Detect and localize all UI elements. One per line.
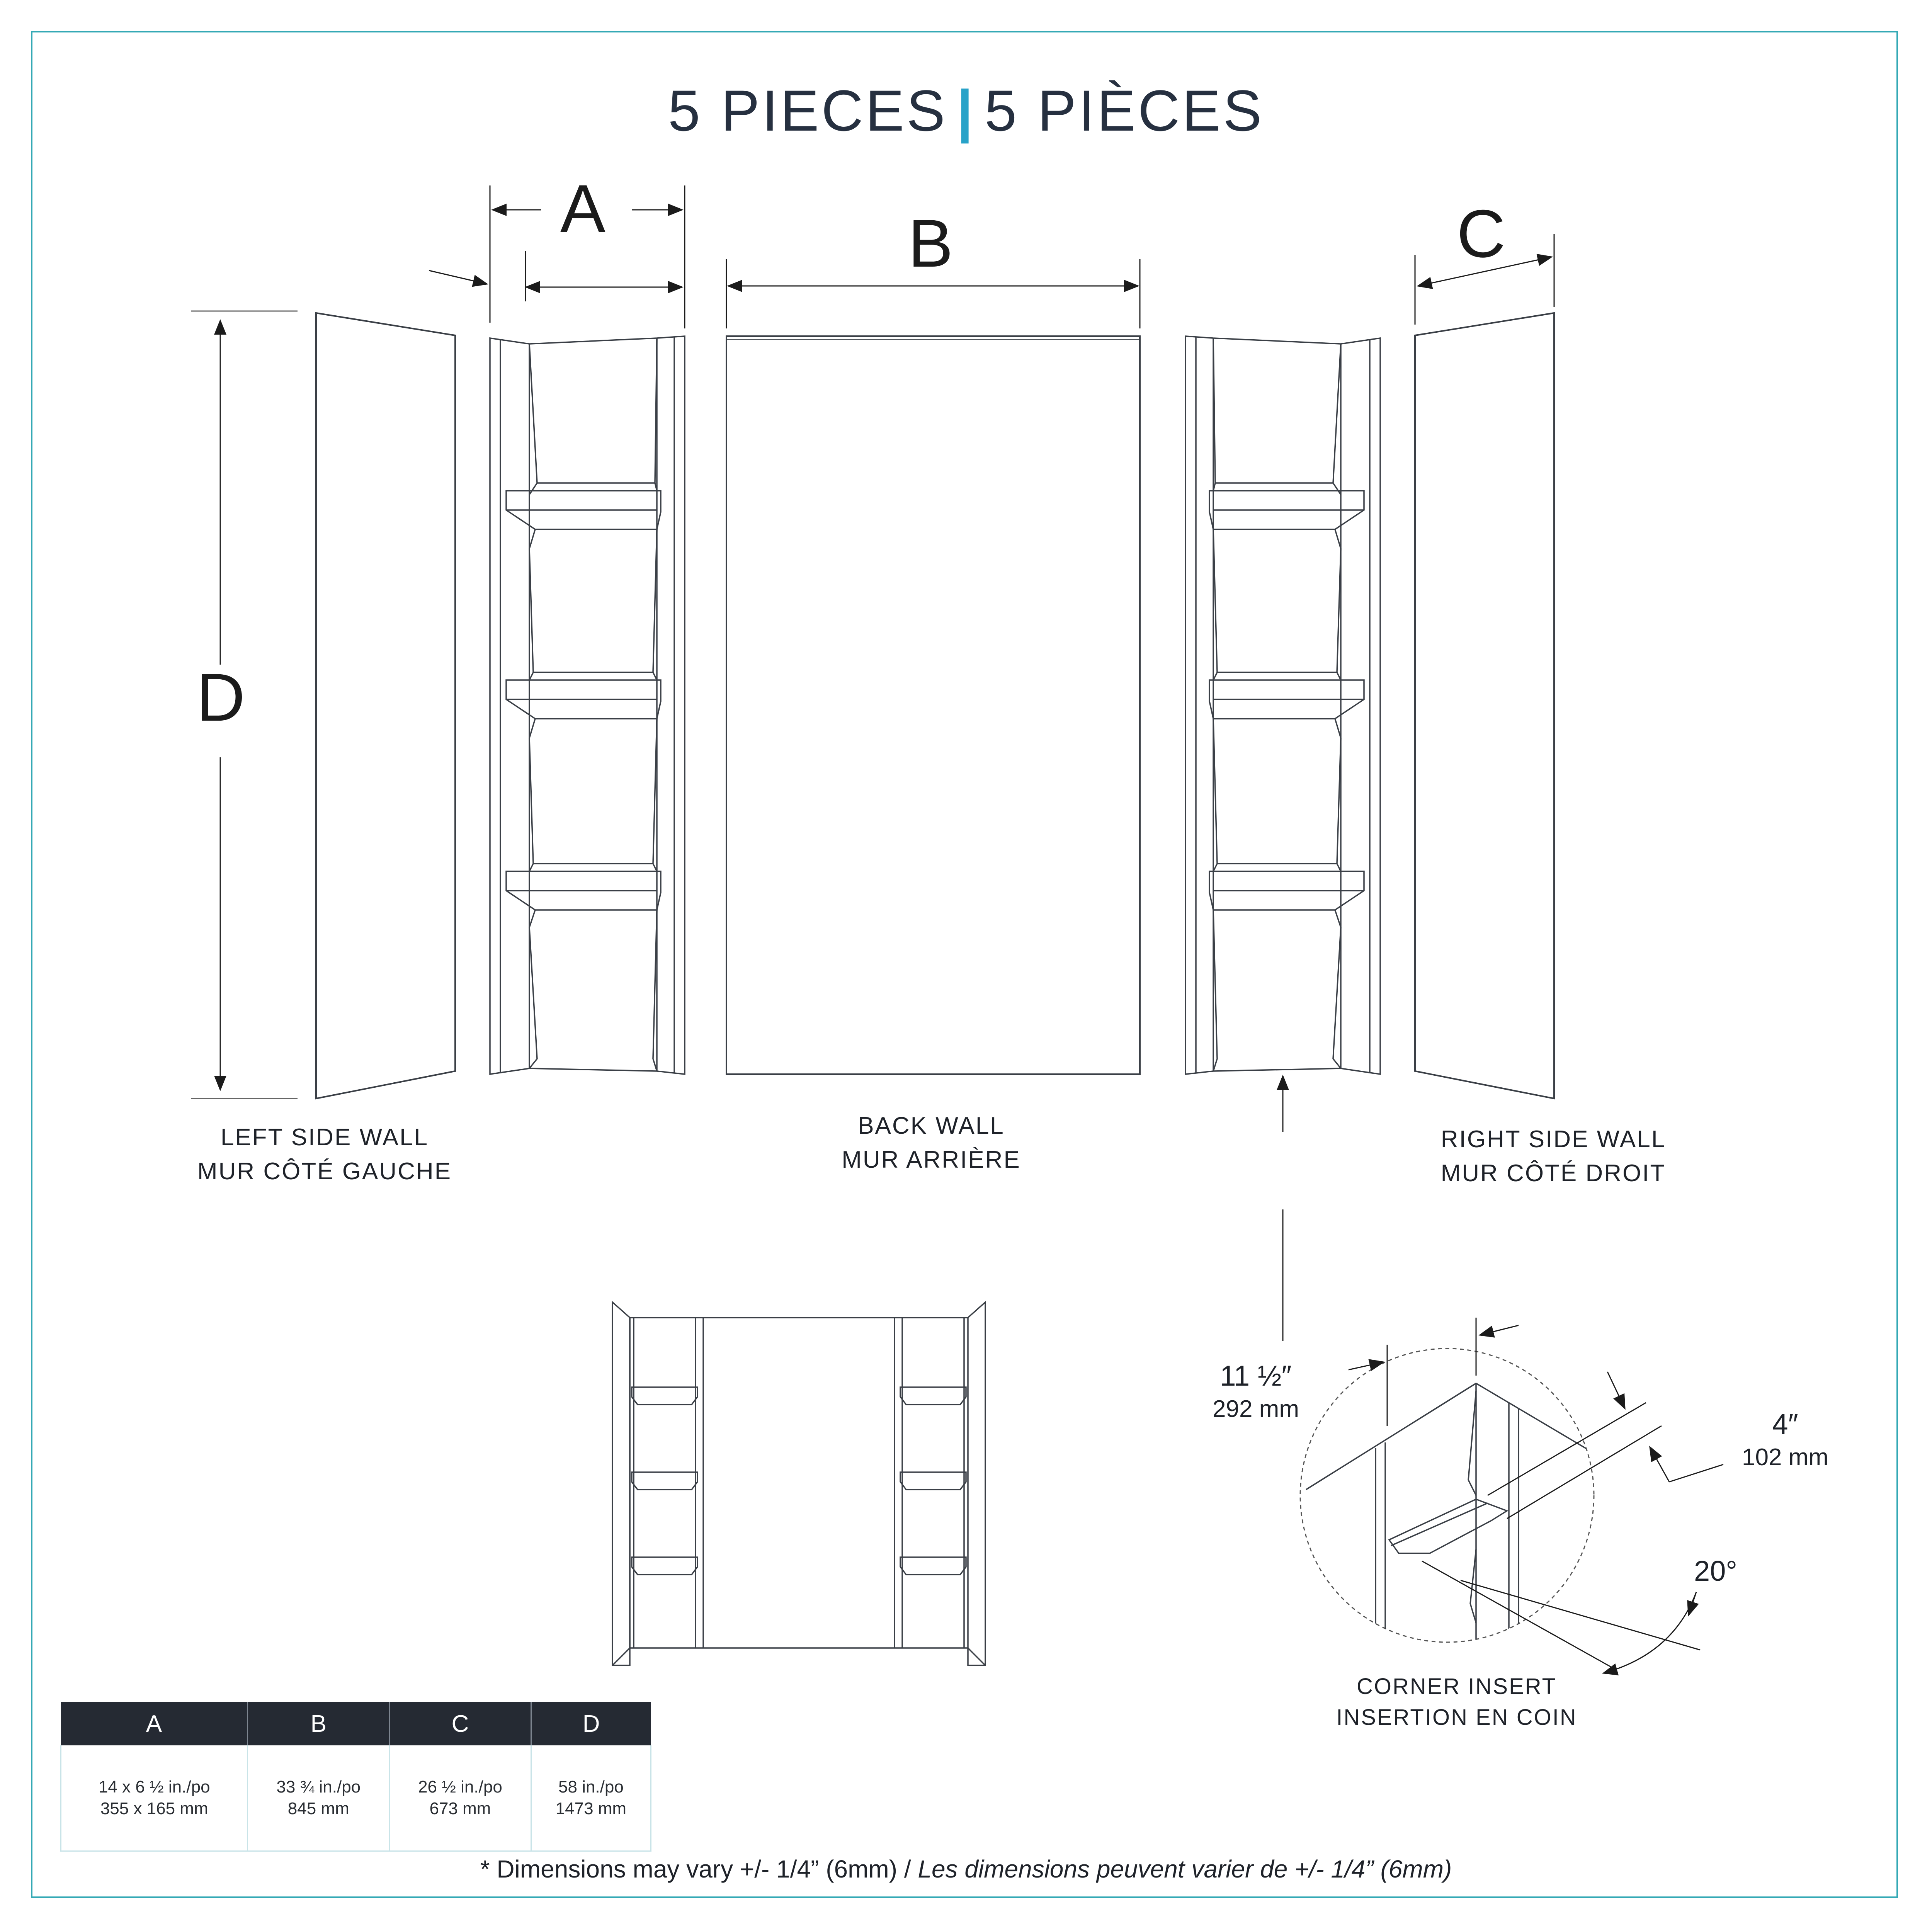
table-cell-c bbox=[389, 1745, 531, 1851]
cell-a-imperial: 14 x 6 ½ in./po bbox=[98, 1777, 210, 1796]
left-side-wall-panel bbox=[316, 313, 455, 1099]
corner-insert-label-fr: INSERTION EN COIN bbox=[1336, 1705, 1577, 1730]
right-corner-panel bbox=[1185, 336, 1380, 1074]
assembled-right-shelves bbox=[900, 1387, 966, 1575]
dimension-label-c: C bbox=[1457, 196, 1506, 272]
corner-insert-label-en: CORNER INSERT bbox=[1356, 1674, 1557, 1699]
dimension-table bbox=[60, 1702, 651, 1852]
table-header-a: A bbox=[61, 1702, 248, 1745]
table-header-c: C bbox=[389, 1702, 531, 1745]
cell-d-metric: 1473 mm bbox=[555, 1799, 627, 1818]
right-side-wall-panel bbox=[1415, 313, 1554, 1099]
back-wall-panel bbox=[726, 336, 1140, 1074]
dimension-label-a: A bbox=[560, 171, 605, 247]
table-header-b: B bbox=[248, 1702, 389, 1745]
dimension-label-b: B bbox=[908, 206, 953, 281]
shelf-angle-value: 20° bbox=[1694, 1555, 1737, 1587]
corner-insert-label bbox=[1302, 1671, 1611, 1733]
back-wall-label bbox=[773, 1109, 1090, 1177]
dimension-a-arrows bbox=[429, 185, 685, 328]
dimension-label-d: D bbox=[196, 660, 245, 735]
cell-a-metric: 355 x 165 mm bbox=[100, 1799, 208, 1818]
cell-b-imperial: 33 ¾ in./po bbox=[276, 1777, 361, 1796]
table-header-row bbox=[61, 1702, 651, 1745]
corner-insert-detail bbox=[1300, 1318, 1723, 1700]
left-side-wall-label bbox=[166, 1121, 483, 1189]
table-cell-d bbox=[531, 1745, 651, 1851]
corner-depth-mm: 292 mm bbox=[1213, 1396, 1299, 1422]
corner-depth-inches: 11 ½″ bbox=[1220, 1360, 1292, 1392]
left-side-wall-label-en: LEFT SIDE WALL bbox=[220, 1124, 429, 1151]
left-corner-panel bbox=[490, 336, 685, 1074]
cell-c-metric: 673 mm bbox=[429, 1799, 491, 1818]
dimension-footnote bbox=[0, 1855, 1932, 1883]
table-cell-b bbox=[248, 1745, 389, 1851]
table-cell-a bbox=[61, 1745, 248, 1851]
shelf-depth-mm: 102 mm bbox=[1742, 1444, 1828, 1471]
title-french: 5 PIÈCES bbox=[984, 78, 1264, 143]
title-separator: | bbox=[957, 78, 975, 143]
back-wall-label-fr: MUR ARRIÈRE bbox=[842, 1146, 1021, 1173]
table-header-d: D bbox=[531, 1702, 651, 1745]
corner-depth-dimension bbox=[1182, 1358, 1329, 1425]
assembled-left-shelves bbox=[632, 1387, 697, 1575]
right-side-wall-label-fr: MUR CÔTÉ DROIT bbox=[1440, 1160, 1666, 1187]
title-english: 5 PIECES bbox=[668, 78, 948, 143]
right-side-wall-label bbox=[1395, 1122, 1712, 1190]
left-side-wall-label-fr: MUR CÔTÉ GAUCHE bbox=[197, 1158, 452, 1185]
shelf-depth-dimension bbox=[1716, 1406, 1855, 1473]
cell-d-imperial: 58 in./po bbox=[558, 1777, 624, 1796]
assembled-shower-view bbox=[612, 1302, 985, 1665]
right-side-wall-label-en: RIGHT SIDE WALL bbox=[1440, 1126, 1666, 1153]
cell-c-imperial: 26 ½ in./po bbox=[418, 1777, 502, 1796]
footnote-french: Les dimensions peuvent varier de +/- 1/4” (6mm) bbox=[918, 1855, 1452, 1883]
cell-b-metric: 845 mm bbox=[287, 1799, 349, 1818]
table-row bbox=[61, 1745, 651, 1851]
back-wall-label-en: BACK WALL bbox=[858, 1112, 1005, 1139]
shelf-depth-inches: 4″ bbox=[1772, 1408, 1798, 1440]
shelf-angle-dimension bbox=[1677, 1553, 1754, 1589]
footnote-english: * Dimensions may vary +/- 1/4” (6mm) / bbox=[480, 1855, 918, 1883]
